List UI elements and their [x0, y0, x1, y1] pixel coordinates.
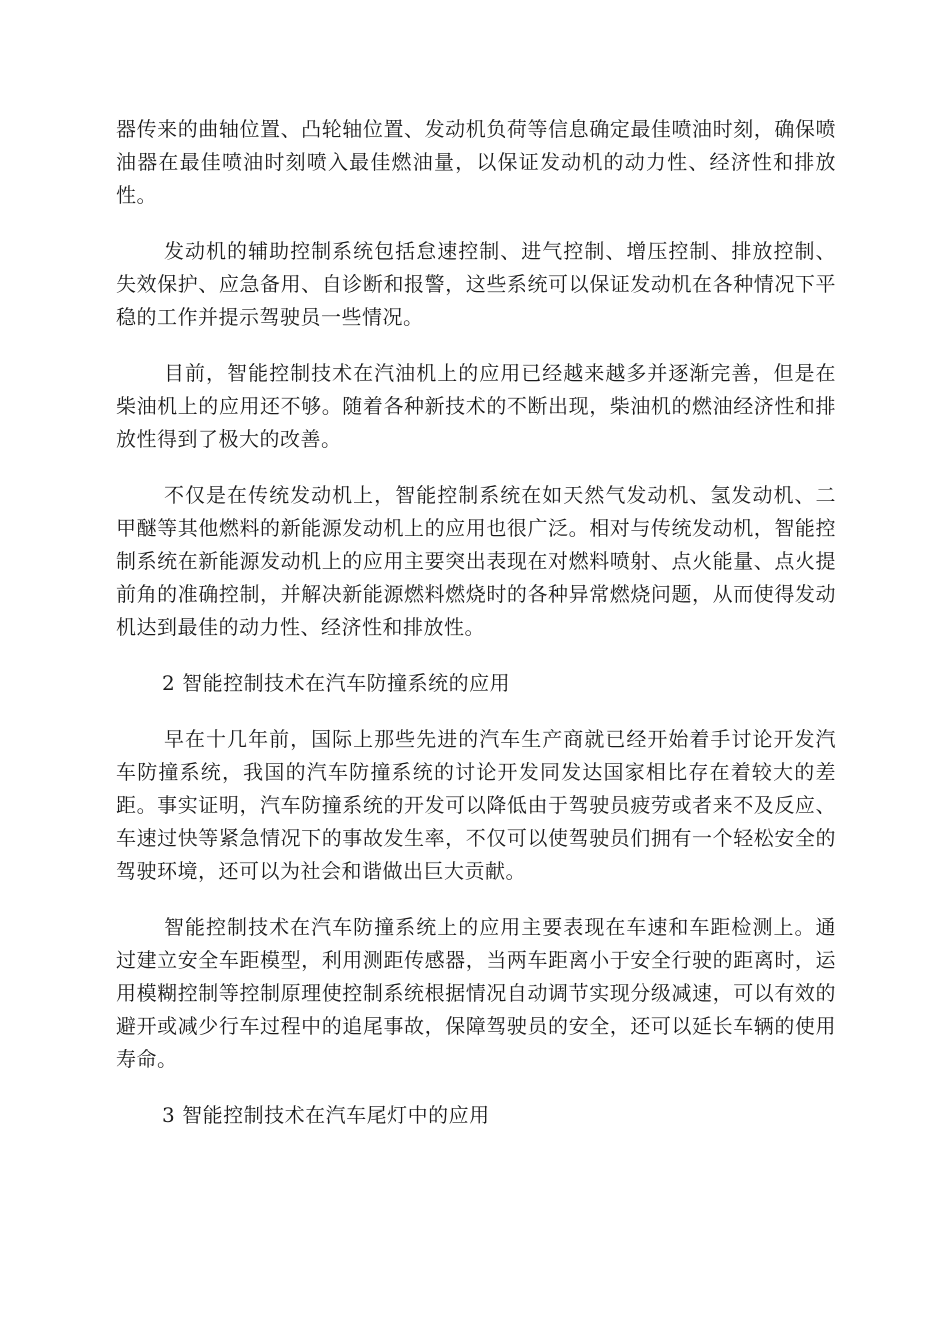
section-heading-collision-avoidance: 2 智能控制技术在汽车防撞系统的应用 [162, 671, 511, 695]
paragraph-collision-application: 智能控制技术在汽车防撞系统上的应用主要表现在车速和车距检测上。通过建立安全车距模型，利用测距传感器，当两车距离小于安全行驶的距离时，运用模糊控制等控制原理使控制系统根据情况自动调节实现分级减速，可以有效的避开或减少行车过程中的追尾事故，保障驾驶员的安全，还可以延长车辆的使用寿命。 [116, 915, 836, 1071]
paragraph-gasoline-diesel: 目前，智能控制技术在汽油机上的应用已经越来越多并逐渐完善，但是在柴油机上的应用还不够。随着各种新技术的不断出现，柴油机的燃油经济性和排放性得到了极大的改善。 [116, 361, 836, 451]
paragraph-auxiliary-control: 发动机的辅助控制系统包括怠速控制、进气控制、增压控制、排放控制、失效保护、应急备用、自诊断和报警，这些系统可以保证发动机在各种情况下平稳的工作并提示驾驶员一些情况。 [116, 239, 836, 329]
paragraph-collision-history: 早在十几年前，国际上那些先进的汽车生产商就已经开始着手讨论开发汽车防撞系统，我国的汽车防撞系统的讨论开发同发达国家相比存在着较大的差距。事实证明，汽车防撞系统的开发可以降低由于驾驶员疲劳或者来不及反应、车速过快等紧急情况下的事故发生率，不仅可以使驾驶员们拥有一个轻松安全的驾驶环境，还可以为社会和谐做出巨大贡献。 [116, 727, 836, 883]
paragraph-fuel-injection-continued: 器传来的曲轴位置、凸轮轴位置、发动机负荷等信息确定最佳喷油时刻，确保喷油器在最佳喷油时刻喷入最佳燃油量，以保证发动机的动力性、经济性和排放性。 [116, 117, 836, 207]
paragraph-new-energy-engines: 不仅是在传统发动机上，智能控制系统在如天然气发动机、氢发动机、二甲醚等其他燃料的新能源发动机上的应用也很广泛。相对与传统发动机，智能控制系统在新能源发动机上的应用主要突出表现在对燃料喷射、点火能量、点火提前角的准确控制，并解决新能源燃料燃烧时的各种异常燃烧问题，从而使得发动机达到最佳的动力性、经济性和排放性。 [116, 483, 836, 639]
section-heading-tail-lights: 3 智能控制技术在汽车尾灯中的应用 [162, 1103, 490, 1127]
document-page [116, 113, 836, 1155]
